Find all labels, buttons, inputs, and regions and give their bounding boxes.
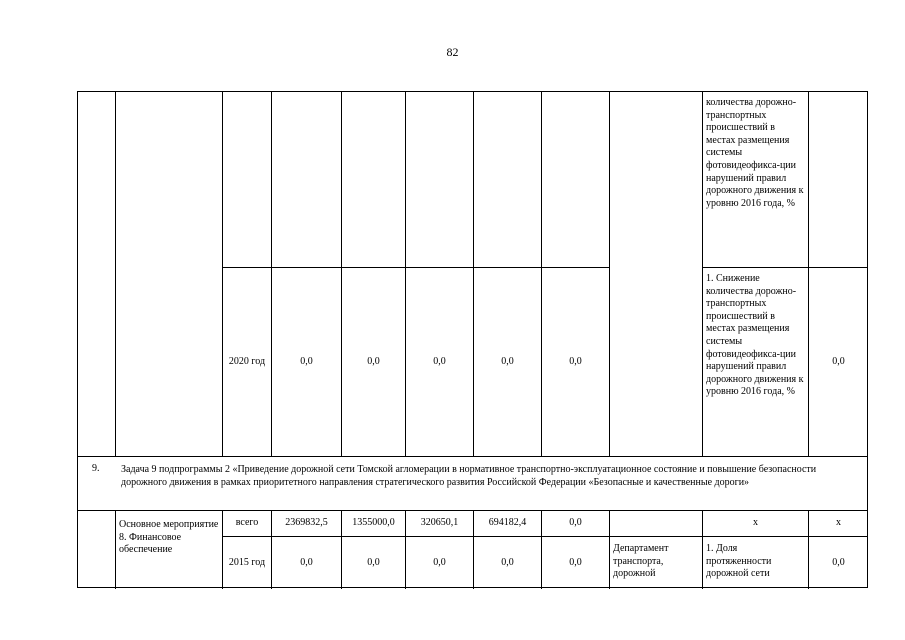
indicator-cell-continued: количества дорожно-транспортных происшествий в местах размещения системы фотовидеофикса-ции нарушений правил дорожного движения к уровню 2016 года, % <box>706 97 804 209</box>
indicator-value: 0,0 <box>832 355 845 367</box>
value-cell: 0,0 <box>501 556 514 568</box>
value-cell: 0,0 <box>501 355 514 367</box>
period-2015: 2015 год <box>228 556 266 568</box>
value-cell: 1355000,0 <box>352 517 395 529</box>
value-cell: 0,0 <box>433 355 446 367</box>
period-total: всего <box>235 517 259 529</box>
value-cell: 0,0 <box>433 556 446 568</box>
indicator-cell: 1. Снижение количества дорожно-транспортных происшествий в местах размещения системы фотовидеофикса-ции нарушений правил дорожного движения к уровню 2016 года, % <box>706 273 804 398</box>
value-cell: 0,0 <box>367 556 380 568</box>
value-cell: 0,0 <box>569 556 582 568</box>
indicator-value: 0,0 <box>832 556 845 568</box>
value-cell: 0,0 <box>300 355 313 367</box>
indicator-cell: 1. Доля протяженности дорожной сети <box>706 543 772 580</box>
value-cell: 0,0 <box>300 556 313 568</box>
row-number: 9. <box>92 463 100 474</box>
page-number: 82 <box>446 45 459 59</box>
task-description: Задача 9 подпрограммы 2 «Приведение дорожной сети Томской агломерации в нормативное транспортно-эксплуатационное состояние и повышение безопасности дорожного движения в рамках приоритетного направления стратегического развития Российской Федерации «Безопасные и качественные дороги» <box>121 464 817 488</box>
value-cell: 320650,1 <box>420 517 459 529</box>
value-cell: 0,0 <box>569 517 582 529</box>
budget-table <box>77 91 868 588</box>
indicator-cell: х <box>753 517 758 529</box>
value-cell: 694182,4 <box>488 517 527 529</box>
value-cell: 0,0 <box>569 355 582 367</box>
period-2020: 2020 год <box>228 355 266 367</box>
measure-name: Основное мероприятие 8. Финансовое обеспечение <box>119 519 219 556</box>
indicator-value: х <box>836 517 841 529</box>
executor-cell: Департамент транспорта, дорожной <box>613 543 669 580</box>
value-cell: 2369832,5 <box>285 517 328 529</box>
value-cell: 0,0 <box>367 355 380 367</box>
